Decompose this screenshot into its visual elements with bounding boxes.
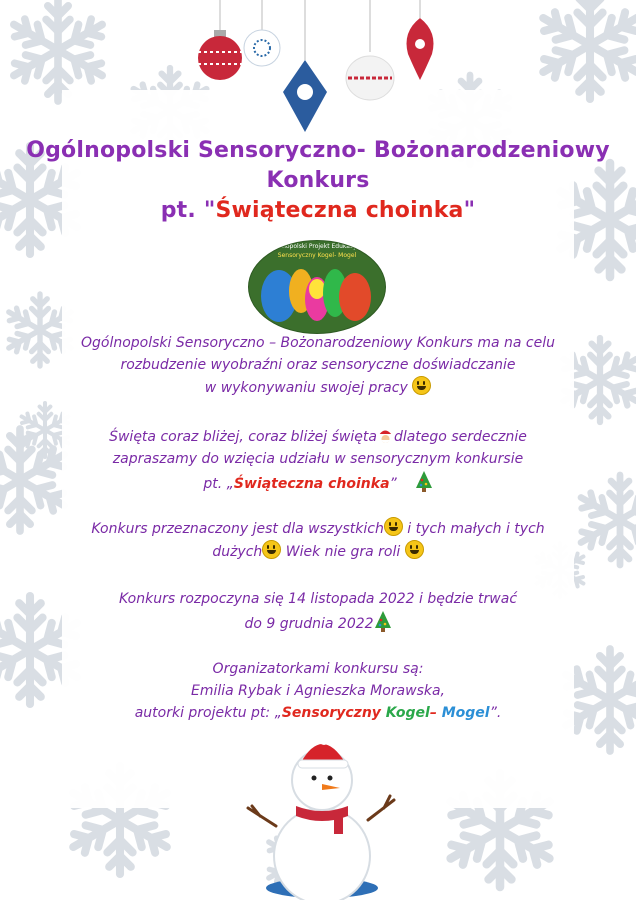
paragraph-audience: Konkurs przeznaczony jest dla wszystkich i tych małych i tych dużych Wiek nie gra roli [60, 517, 576, 563]
project-logo [248, 240, 386, 334]
christmas-tree-icon [374, 610, 392, 632]
paragraph-dates: Konkurs rozpoczyna się 14 listopada 2022 i będzie trwać do 9 grudnia 2022 [118, 591, 518, 632]
paragraph-invitation: Święta coraz bliżej, coraz bliżej święta dlatego serdecznie zapraszamy do wzięcia udziału w sensorycznym konkursie pt. „Świąteczna choinka” [109, 429, 527, 492]
santa-icon [377, 427, 394, 444]
paragraph-goal: Ogólnopolski Sensoryczno – Bożonarodzeniowy Konkurs ma na celu rozbudzenie wyobraźni oraz sensoryczne doświadczanie w wykonywaniu swojej pracy [80, 335, 555, 396]
smiley-icon [262, 540, 281, 559]
smiley-icon [405, 540, 424, 559]
ornament-icon [180, 0, 440, 140]
paragraph-organizers: Organizatorkami konkursu są: Emilia Rybak i Agnieszka Morawska, autorki projektu pt: „Sensoryczny Kogel– Mogel”. [134, 661, 502, 721]
logo-line-1: Ogólnopolski Projekt Edukacyjny [268, 243, 366, 250]
snowman-icon [236, 728, 406, 900]
page-title [0, 136, 636, 226]
title-line-1: Ogólnopolski Sensoryczno- Bożonarodzeniowy [26, 138, 610, 163]
title-contest-name: Świąteczna choinka [215, 198, 464, 223]
contest-name: Świąteczna choinka [233, 476, 390, 492]
logo-line-2: Sensoryczny Kogel- Mogel [277, 252, 357, 259]
smiley-icon [412, 376, 431, 395]
title-line-3: pt. "Świąteczna choinka" [160, 198, 476, 223]
smiley-icon [384, 517, 403, 536]
hands-image [249, 241, 385, 333]
title-line-2: Konkurs [266, 168, 370, 193]
christmas-tree-icon [415, 470, 433, 492]
